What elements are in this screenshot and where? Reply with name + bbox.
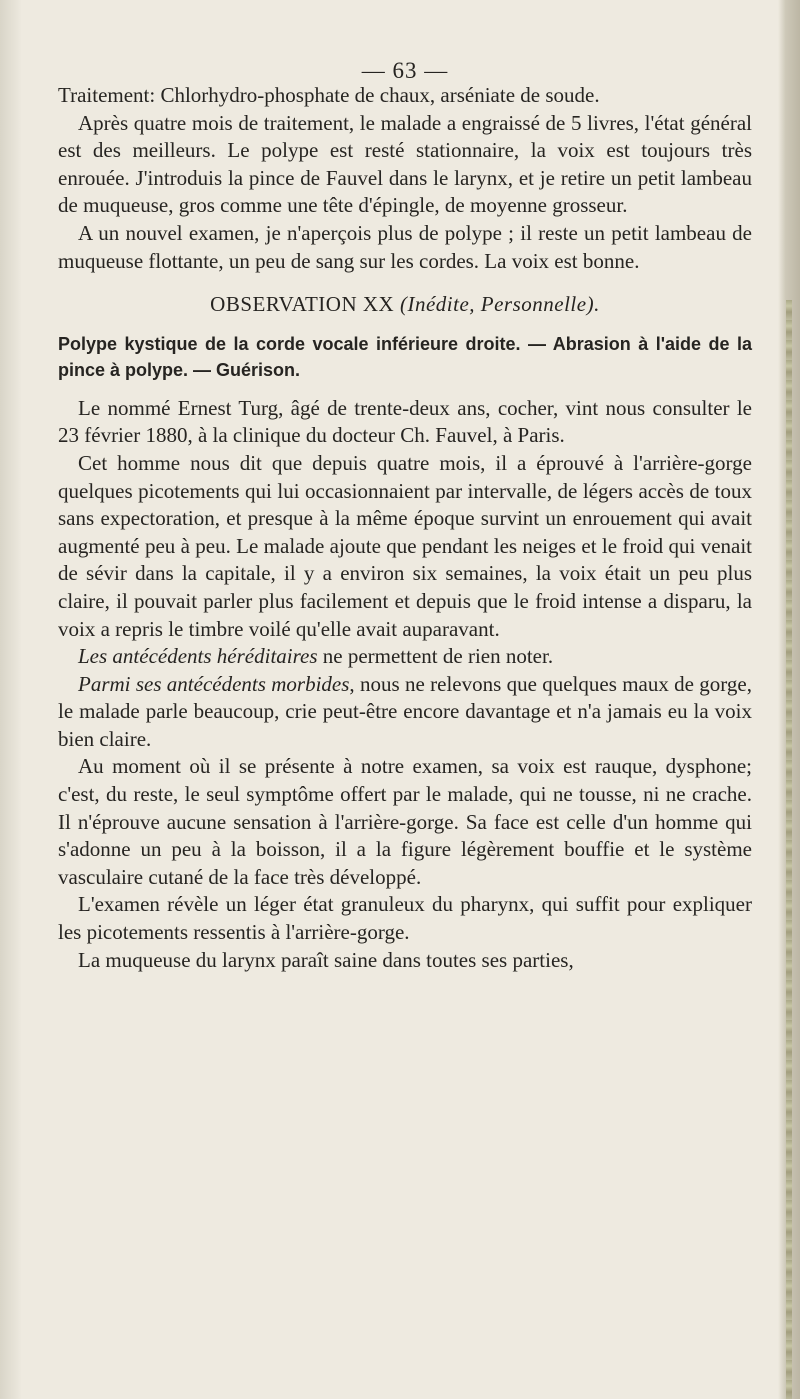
morbid-rest: , nous ne relevons que quelques maux de gorge, le malade parle beaucoup, crie peut-être encore davantage et n'a jamais eu la voix bien claire. [58, 671, 752, 751]
page-binding-edge [778, 0, 800, 1399]
morbid-lead: Parmi ses antécédents morbides [78, 671, 350, 696]
body-text [58, 82, 752, 974]
hereditary-lead: Les antécédents héréditaires [78, 644, 318, 669]
binding-texture [786, 300, 792, 1399]
paragraph-exam: Au moment où il se présente à notre examen, sa voix est rauque, dysphone; c'est, du reste, le seul symptôme offert par le malade, qui ne tousse, ni ne crache. Il n'éprouve aucune sensation à l'arrière-gorge. Sa face est celle d'un homme qui s'adonne un peu à la boisson, il a la figure légèrement bouffie et le système vasculaire cutané de la face très développé. [58, 754, 752, 889]
paragraph-larynx: La muqueuse du larynx paraît saine dans toutes ses parties, [78, 947, 574, 972]
paragraph-history: Cet homme nous dit que depuis quatre mois, il a éprouvé à l'arrière-gorge quelques picotements qui lui occasionnaient par intervalle, de légers accès de toux sans expectoration, et presque à la même époque survint un enrouement qui avait augmenté peu à peu. Le malade ajoute que pendant les neiges et le froid qui venait de sévir dans la capitale, il y a environ six semaines, la voix était un peu plus claire, il pouvait parler plus facilement et depuis que le froid intense a disparu, la voix a repris le timbre voilé qu'elle avait auparavant. [58, 450, 752, 641]
page-number: — 63 — [361, 58, 449, 83]
paragraph-hereditary [58, 643, 752, 671]
observation-heading [58, 291, 752, 319]
paragraph-pharynx: L'examen révèle un léger état granuleux du pharynx, qui suffit pour expliquer les picotements ressentis à l'arrière-gorge. [58, 892, 752, 945]
paragraph-new-exam: A un nouvel examen, je n'aperçois plus de polype ; il reste un petit lambeau de muqueuse flottante, un peu de sang sur les cordes. La voix est bonne. [58, 220, 752, 273]
paragraph-morbid [58, 671, 752, 754]
hereditary-rest: ne permettent de rien noter. [317, 644, 554, 669]
observation-qualifier: (Inédite, Personnelle). [399, 292, 600, 317]
observation-subtitle: Polype kystique de la corde vocale inférieure droite. — Abrasion à l'aide de la pince à polype. — Guérison. [58, 333, 752, 380]
observation-title: OBSERVATION XX [210, 292, 395, 317]
page-left-shadow [0, 0, 22, 1399]
paragraph-after-four-months: Après quatre mois de traitement, le malade a engraissé de 5 livres, l'état général est des meilleurs. Le polype est resté stationnaire, la voix est toujours très enrouée. J'introduis la pince de Fauvel dans le larynx, et je retire un petit lambeau de muqueuse, gros comme une tête d'épingle, de moyenne grosseur. [58, 110, 752, 218]
paragraph-treatment: Traitement: Chlorhydro-phosphate de chaux, arséniate de soude. [58, 83, 600, 107]
paragraph-patient-intro: Le nommé Ernest Turg, âgé de trente-deux ans, cocher, vint nous consulter le 23 février 1880, à la clinique du docteur Ch. Fauvel, à Paris. [58, 395, 752, 448]
